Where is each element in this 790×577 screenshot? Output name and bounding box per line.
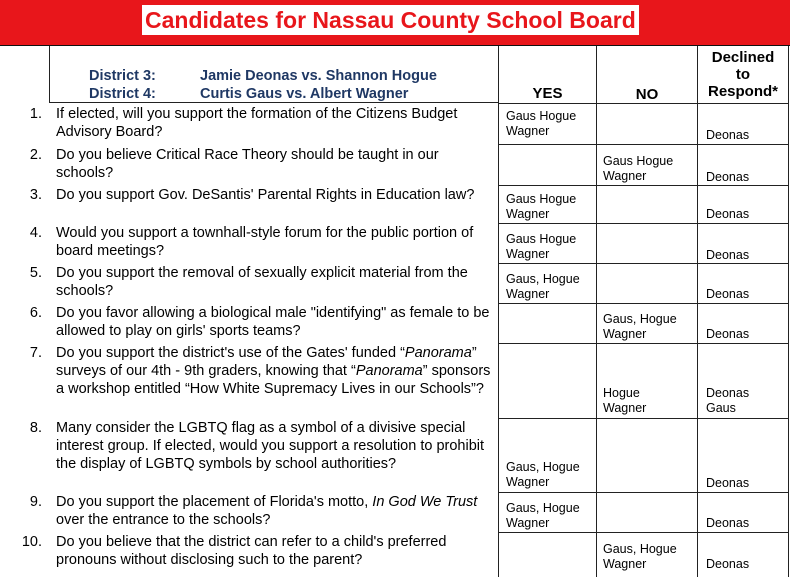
question-text: Do you support the placement of Florida's motto, In God We Trust over the entrance to the schools? (56, 494, 478, 528)
no-cell: Gaus, Hogue Wagner (603, 542, 677, 571)
district-4-label: District 4: (89, 86, 156, 102)
column-header-yes: YES (532, 85, 563, 102)
grid-line (788, 46, 789, 577)
column-header-no: NO (635, 86, 659, 103)
question-number: 7. (29, 345, 42, 361)
grid-line (596, 46, 597, 577)
question-text: Do you support the removal of sexually explicit material from the schools? (56, 265, 468, 299)
district-4-matchup: Curtis Gaus vs. Albert Wagner (200, 86, 409, 102)
question-text: Do you support the district's use of the Gates' funded “Panorama” surveys of our 4th - 9th graders, knowing that “Panorama” sponsors a workshop entitled “How White Supremacy Lives in our Schools”? (56, 345, 491, 397)
declined-cell: Deonas (706, 128, 750, 142)
grid-line (697, 46, 698, 577)
question-number: 8. (29, 420, 42, 436)
question-text: Do you support Gov. DeSantis' Parental Rights in Education law? (56, 187, 475, 203)
question-text: Many consider the LGBTQ flag as a symbol of a divisive special interest group. If elected, would you support a resolution to prohibit the display of LGBTQ symbols by school authorities? (56, 420, 485, 472)
yes-cell: Gaus, Hogue Wagner (506, 272, 580, 301)
no-cell: Hogue Wagner (603, 386, 647, 415)
question-number: 9. (29, 494, 42, 510)
declined-cell: Deonas (706, 476, 750, 490)
question-text: Would you support a townhall-style forum for the public portion of board meetings? (56, 225, 474, 259)
no-cell: Gaus Hogue Wagner (603, 154, 674, 183)
grid-line (498, 46, 499, 577)
question-number: 4. (29, 225, 42, 241)
grid-line (498, 343, 789, 344)
grid-line (498, 263, 789, 264)
declined-cell: Deonas Gaus (706, 386, 750, 415)
yes-cell: Gaus Hogue Wagner (506, 109, 577, 138)
column-header-declined: Declined to Respond* (707, 49, 778, 100)
grid-line (498, 103, 789, 104)
question-number: 3. (29, 187, 42, 203)
declined-cell: Deonas (706, 516, 750, 530)
declined-cell: Deonas (706, 170, 750, 184)
declined-cell: Deonas (706, 207, 750, 221)
grid-line (498, 185, 789, 186)
yes-cell: Gaus Hogue Wagner (506, 192, 577, 221)
district-3-matchup: Jamie Deonas vs. Shannon Hogue (200, 68, 437, 84)
question-number: 6. (29, 305, 42, 321)
grid-line (498, 144, 789, 145)
question-number: 10. (21, 534, 42, 550)
grid-line (498, 303, 789, 304)
yes-cell: Gaus Hogue Wagner (506, 232, 577, 261)
question-number: 2. (29, 147, 42, 163)
question-text: Do you favor allowing a biological male "identifying" as female to be allowed to play on girls' sports teams? (56, 305, 490, 339)
question-number: 1. (29, 106, 42, 122)
page-title: Candidates for Nassau County School Board (142, 5, 639, 35)
question-number: 5. (29, 265, 42, 281)
no-cell: Gaus, Hogue Wagner (603, 312, 677, 341)
district-3-label: District 3: (89, 68, 156, 84)
declined-cell: Deonas (706, 327, 750, 341)
declined-cell: Deonas (706, 248, 750, 262)
yes-cell: Gaus, Hogue Wagner (506, 501, 580, 530)
declined-cell: Deonas (706, 287, 750, 301)
question-text: Do you believe that the district can refer to a child's preferred pronouns without disclosing such to the parent? (56, 534, 447, 568)
title-banner (0, 0, 790, 46)
grid-line (498, 492, 789, 493)
grid-line (498, 418, 789, 419)
yes-cell: Gaus, Hogue Wagner (506, 460, 580, 489)
declined-cell: Deonas (706, 557, 750, 571)
question-text: Do you believe Critical Race Theory should be taught in our schools? (56, 147, 439, 181)
question-text: If elected, will you support the formation of the Citizens Budget Advisory Board? (56, 106, 458, 140)
grid-line (498, 223, 789, 224)
grid-line (498, 532, 789, 533)
